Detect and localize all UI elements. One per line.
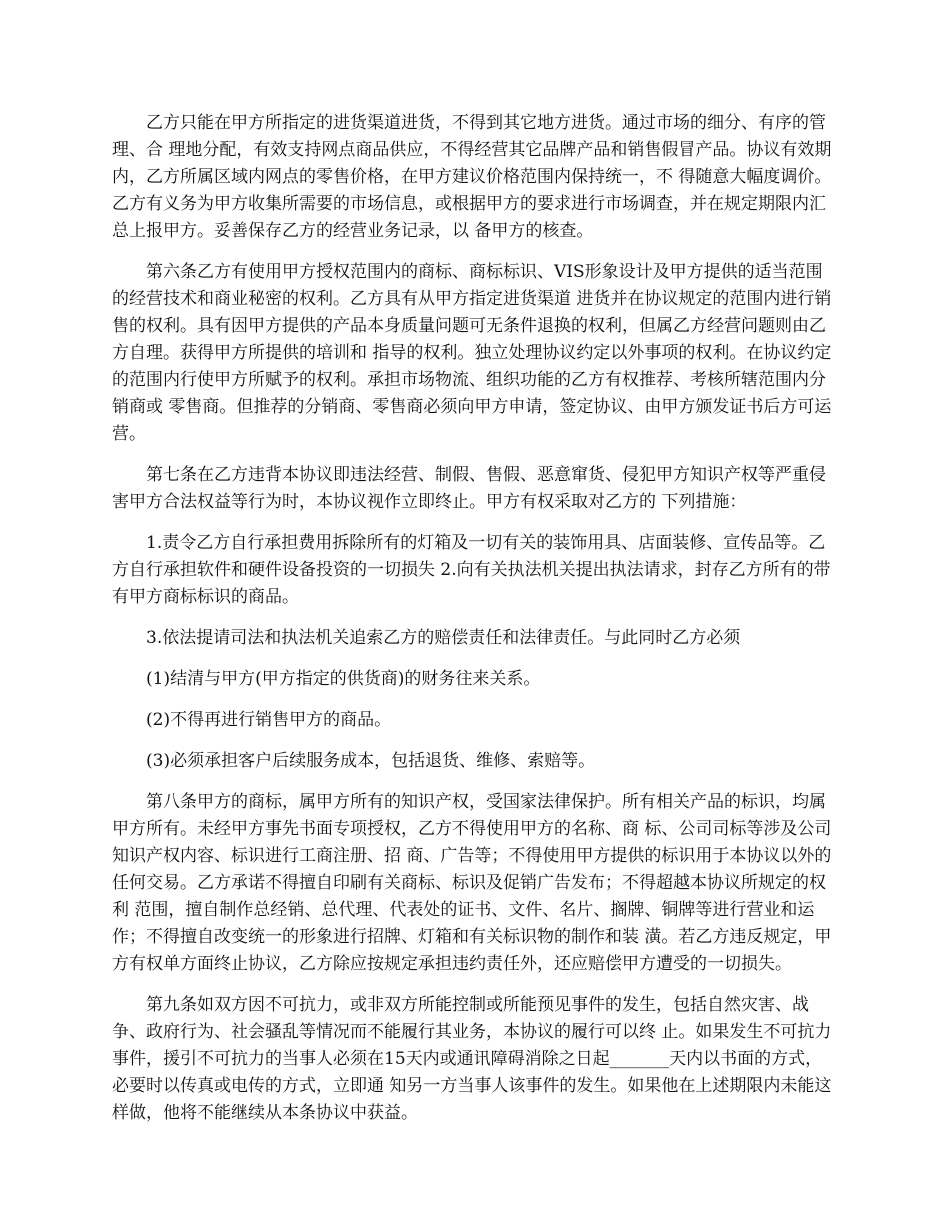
paragraph-obligation-1: (1)结清与甲方(甲方指定的供货商)的财务往来关系。 — [146, 669, 541, 689]
paragraph-measure-3: 3.依法提请司法和执法机关追索乙方的赔偿责任和法律责任。与此同时乙方必须 — [146, 628, 741, 648]
paragraph-article-7: 第七条在乙方违背本协议即违法经营、制假、售假、恶意窜货、侵犯甲方知识产权等严重侵害甲方合法权益等行为时，本协议视作立即终止。甲方有权采取对乙方的 下列措施： — [112, 465, 826, 512]
paragraph-obligation-3: (3)必须承担客户后续服务成本，包括退货、维修、索赔等。 — [146, 751, 596, 771]
paragraph-obligation-2: (2)不得再进行销售甲方的商品。 — [146, 710, 392, 730]
paragraph-purchase-channel: 乙方只能在甲方所指定的进货渠道进货，不得到其它地方进货。通过市场的细分、有序的管理、合 理地分配，有效支持网点商品供应，不得经营其它品牌产品和销售假冒产品。协议有效期内，乙方所属区域内网点的零售价格，在甲方建议价格范围内保持统一，不 得随意大幅度调价。乙方有义务为甲方收集所需要的市场信息，或根据甲方的要求进行市场调查，并在规定期限内汇总上报甲方。妥善保存乙方的经营业务记录，以 备甲方的核查。 — [112, 113, 832, 241]
paragraph-measure-1-2: 1.责令乙方自行承担费用拆除所有的灯箱及一切有关的装饰用具、店面装修、宣传品等。乙方自行承担软件和硬件设备投资的一切损失 2.向有关执法机关提出执法请求，封存乙方所有的带有甲方商标标识的商品。 — [112, 533, 831, 607]
paragraph-article-8: 第八条甲方的商标，属甲方所有的知识产权，受国家法律保护。所有相关产品的标识，均属甲方所有。未经甲方事先书面专项授权，乙方不得使用甲方的名称、商 标、公司司标等涉及公司知识产权内容、标识进行工商注册、招 商、广告等；不得使用甲方提供的标识用于本协议以外的任何交易。乙方承诺不得擅自印刷有关商标、标识及促销广告发布；不得超越本协议所规定的权利 范围，擅自制作总经销、总代理、代表处的证书、文件、名片、搁牌、铜牌等进行营业和运作；不得擅自改变统一的形象进行招牌、灯箱和有关标识物的制作和装 潢。若乙方违反规定，甲方有权单方面终止协议，乙方除应按规定承担违约责任外，还应赔偿甲方遭受的一切损失。 — [112, 792, 832, 974]
paragraph-article-9: 第九条如双方因不可抗力，或非双方所能控制或所能预见事件的发生，包括自然灾害、战争、政府行为、社会骚乱等情况而不能履行其业务，本协议的履行可以终 止。如果发生不可抗力事件，援引不可抗力的当事人必须在15天内或通讯障碍消除之日起_______天内以书面的方式，必要时以传真或电传的方式，立即通 知另一方当事人该事件的发生。如果他在上述期限内未能这样做，他将不能继续从本条协议中获益。 — [112, 995, 832, 1123]
paragraph-article-6: 第六条乙方有使用甲方授权范围内的商标、商标标识、VIS形象设计及甲方提供的适当范围的经营技术和商业秘密的权利。乙方具有从甲方指定进货渠道 进货并在协议规定的范围内进行销售的权利。具有因甲方提供的产品本身质量问题可无条件退换的权利，但属乙方经营问题则由乙方自理。获得甲方所提供的培训和 指导的权利。独立处理协议约定以外事项的权利。在协议约定的范围内行使甲方所赋予的权利。承担市场物流、组织功能的乙方有权推荐、考核所辖范围内分销商或 零售商。但推荐的分销商、零售商必须向甲方申请，签定协议、由甲方颁发证书后方可运营。 — [112, 262, 832, 444]
